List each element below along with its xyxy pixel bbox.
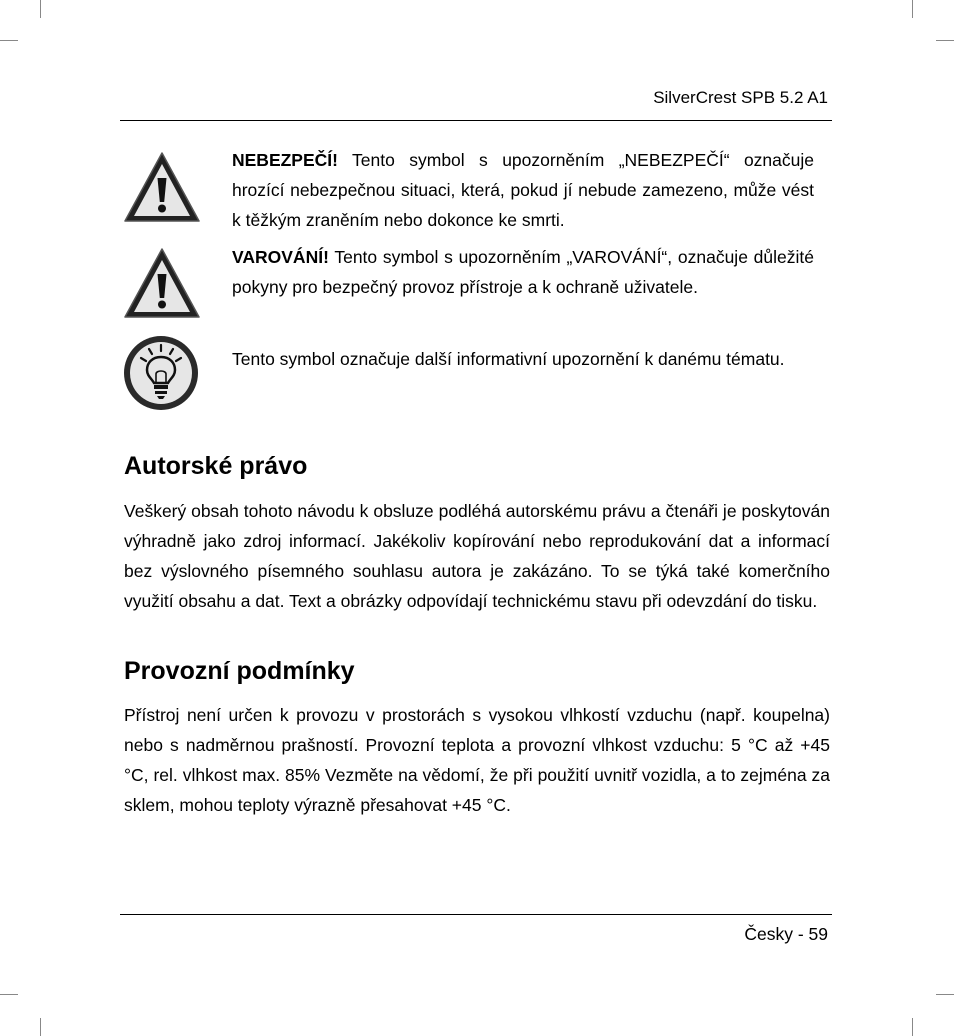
notice-danger-label: NEBEZPEČÍ! (232, 150, 338, 170)
section-heading-operating-conditions: Provozní podmínky (124, 657, 355, 685)
notice-info-text: Tento symbol označuje další informativní upozornění k danému tématu. (232, 349, 785, 369)
warning-triangle-icon (122, 150, 202, 224)
crop-mark (912, 0, 913, 18)
header-rule (120, 120, 832, 121)
notice-danger (232, 145, 814, 235)
notice-warning-label: VAROVÁNÍ! (232, 247, 329, 267)
page-number: Česky - 59 (744, 924, 828, 944)
notice-info (232, 344, 814, 374)
crop-mark (40, 1018, 41, 1036)
crop-mark (936, 40, 954, 41)
footer-rule (120, 914, 832, 915)
crop-mark (912, 1018, 913, 1036)
crop-mark (0, 40, 18, 41)
header-title: SilverCrest SPB 5.2 A1 (653, 88, 828, 107)
notice-danger-text: Tento symbol s upozorněním „NEBEZPEČÍ“ označuje hrozící nebezpečnou situaci, která, pokud jí nebude zamezeno, může vést k těžkým zraněním nebo dokonce ke smrti. (232, 150, 814, 230)
section-heading-copyright: Autorské právo (124, 452, 308, 480)
warning-triangle-icon (122, 246, 202, 320)
notice-warning (232, 242, 814, 302)
lightbulb-icon (122, 334, 200, 412)
section-body-operating-conditions: Přístroj není určen k provozu v prostorách s vysokou vlhkostí vzduchu (např. koupelna) nebo s nadměrnou prašností. Provozní teplota a provozní vlhkost vzduchu: 5 °C až +45 °C, rel. vlhkost max. 85% Vezměte na vědomí, že při použití uvnitř vozidla, a to zejména za sklem, mohou teploty výrazně přesahovat +45 °C. (124, 705, 830, 815)
crop-mark (0, 994, 18, 995)
crop-mark (936, 994, 954, 995)
notice-warning-text: Tento symbol s upozorněním „VAROVÁNÍ“, označuje důležité pokyny pro bezpečný provoz přístroje a k ochraně uživatele. (232, 247, 814, 297)
section-body-copyright: Veškerý obsah tohoto návodu k obsluze podléhá autorskému právu a čtenáři je poskytován výhradně jako zdroj informací. Jakékoliv kopírování nebo reprodukování dat a informací bez výslovného písemného souhlasu autora je zakázáno. To se týká také komerčního využití obsahu a dat. Text a obrázky odpovídají technickému stavu při odevzdání do tisku. (124, 501, 830, 611)
crop-mark (40, 0, 41, 18)
